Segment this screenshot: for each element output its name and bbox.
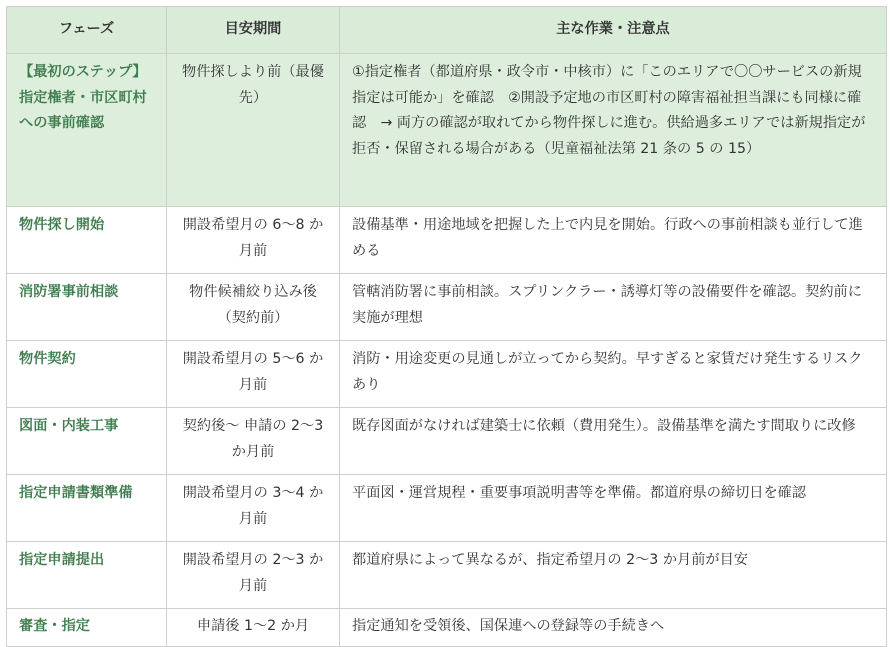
row-tasks: ①指定権者（都道府県・政令市・中核市）に「このエリアで〇〇サービスの新規指定は可能か」を確認 ②開設予定地の市区町村の障害福祉担当課にも同様に確認 → 両方の確認が取れてから物件探しに進む。供給過多エリアでは新規指定が拒否・保留される場合がある（児童福祉法第 21 条の 5 の 15）	[340, 54, 887, 207]
row-tasks: 都道府県によって異なるが、指定希望月の 2〜3 か月前が目安	[340, 542, 887, 609]
row-tasks: 設備基準・用途地域を把握した上で内見を開始。行政への事前相談も並行して進める	[340, 207, 887, 274]
header-period: 目安期間	[167, 7, 340, 54]
row-tasks: 消防・用途変更の見通しが立ってから契約。早すぎると家賃だけ発生するリスクあり	[340, 341, 887, 408]
row-period: 開設希望月の 5〜6 か月前	[167, 341, 340, 408]
row-period: 開設希望月の 2〜3 か月前	[167, 542, 340, 609]
row-phase: 指定申請書類準備	[7, 475, 167, 542]
schedule-table-container	[6, 6, 886, 647]
schedule-table	[6, 6, 887, 647]
table-row	[7, 475, 887, 542]
row-period: 契約後〜 申請の 2〜3 か月前	[167, 408, 340, 475]
row-phase: 物件契約	[7, 341, 167, 408]
table-row	[7, 542, 887, 609]
row-tasks: 指定通知を受領後、国保連への登録等の手続きへ	[340, 609, 887, 647]
row-tasks: 管轄消防署に事前相談。スプリンクラー・誘導灯等の設備要件を確認。契約前に実施が理想	[340, 274, 887, 341]
row-period: 開設希望月の 6〜8 か月前	[167, 207, 340, 274]
table-row-first-step	[7, 54, 887, 207]
row-period: 開設希望月の 3〜4 か月前	[167, 475, 340, 542]
row-phase: 審査・指定	[7, 609, 167, 647]
row-tasks: 平面図・運営規程・重要事項説明書等を準備。都道府県の締切日を確認	[340, 475, 887, 542]
row-phase: 物件探し開始	[7, 207, 167, 274]
row-phase: 消防署事前相談	[7, 274, 167, 341]
row-period: 物件探しより前（最優先）	[167, 54, 340, 207]
table-row	[7, 609, 887, 647]
row-phase: 図面・内装工事	[7, 408, 167, 475]
table-row	[7, 408, 887, 475]
table-row	[7, 207, 887, 274]
header-row	[7, 7, 887, 54]
table-row	[7, 274, 887, 341]
table-row	[7, 341, 887, 408]
table-body	[7, 54, 887, 647]
row-phase: 指定申請提出	[7, 542, 167, 609]
row-tasks: 既存図面がなければ建築士に依頼（費用発生）。設備基準を満たす間取りに改修	[340, 408, 887, 475]
row-phase: 【最初のステップ】指定権者・市区町村への事前確認	[7, 54, 167, 207]
header-tasks: 主な作業・注意点	[340, 7, 887, 54]
row-period: 物件候補絞り込み後（契約前）	[167, 274, 340, 341]
table-header	[7, 7, 887, 54]
row-period: 申請後 1〜2 か月	[167, 609, 340, 647]
header-phase: フェーズ	[7, 7, 167, 54]
